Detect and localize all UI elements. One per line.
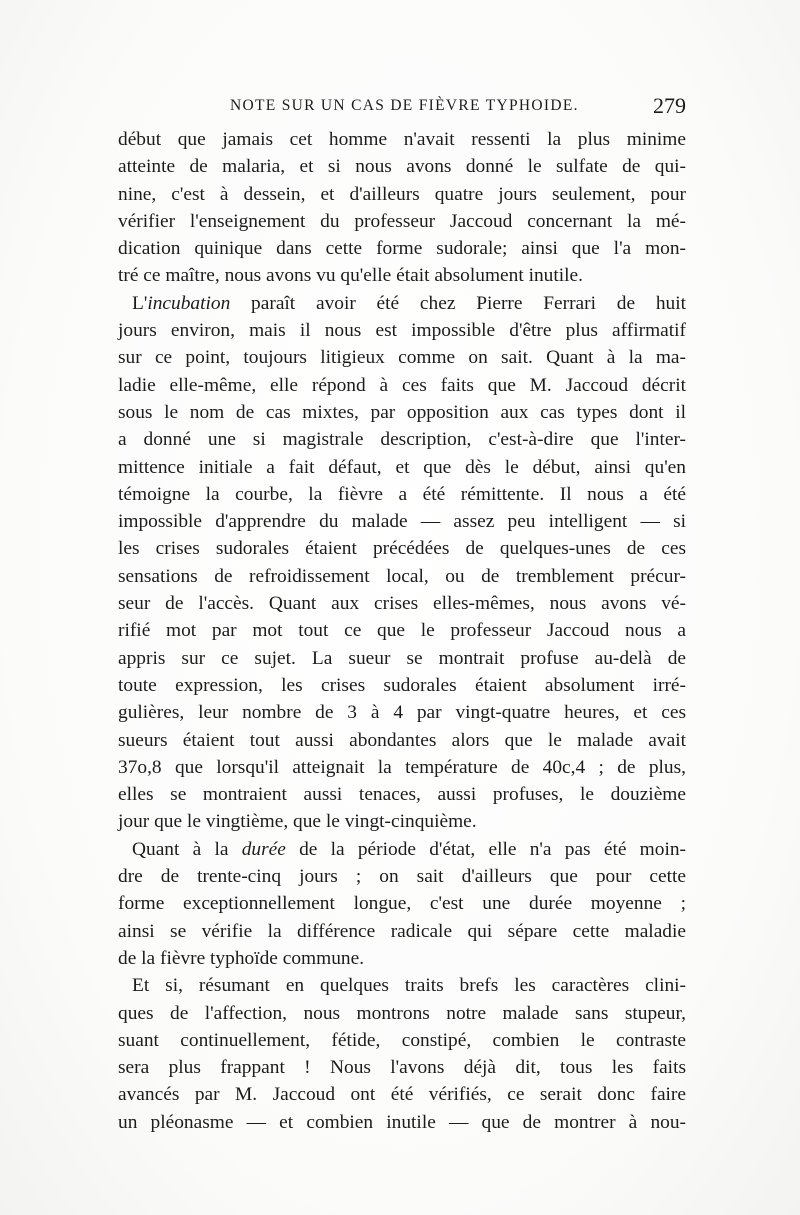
running-head: NOTE SUR UN CAS DE FIÈVRE TYPHOIDE. (230, 97, 579, 114)
page-number: 279 (653, 93, 686, 118)
text-line: appris sur ce sujet. La sueur se montrait profuse au-delà de (118, 647, 686, 669)
text-line: début que jamais cet homme n'avait ressenti la plus minime (118, 129, 686, 150)
text-line: tré ce maître, nous avons vu qu'elle était absolument inutile. (118, 265, 583, 287)
body-text (118, 126, 686, 1136)
text-line: forme exceptionnellement longue, c'est une durée moyenne ; (118, 893, 686, 915)
text-line: 37o,8 que lorsqu'il atteignait la température de 40c,4 ; de plus, (118, 756, 686, 778)
italic-term: durée (241, 838, 286, 860)
text-line: ques de l'affection, nous montrons notre malade sans stupeur, (118, 1002, 686, 1024)
text-line: avancés par M. Jaccoud ont été vérifiés, ce serait donc faire (118, 1084, 686, 1106)
italic-term: incubation (147, 292, 231, 314)
text-line: un pléonasme — et combien inutile — que de montrer à nou- (118, 1111, 686, 1133)
text-line: vérifier l'enseignement du professeur Jaccoud concernant la mé- (118, 210, 686, 232)
text-line: atteinte de malaria, et si nous avons donné le sulfate de qui- (118, 156, 686, 178)
text-line: sensations de refroidissement local, ou de tremblement précur- (118, 565, 686, 587)
text-line: L'incubation paraît avoir été chez Pierre Ferrari de huit (132, 292, 686, 314)
text-line: ladie elle-même, elle répond à ces faits que M. Jaccoud décrit (118, 374, 686, 396)
text-line: jour que le vingtième, que le vingt-cinquième. (118, 811, 477, 833)
text-line: ainsi se vérifie la différence radicale qui sépare cette maladie (118, 920, 686, 942)
text-line: suant continuellement, fétide, constipé, combien le contraste (118, 1029, 686, 1051)
text-line: impossible d'apprendre du malade — assez peu intelligent — si (118, 511, 686, 533)
text-line: Et si, résumant en quelques traits brefs les caractères clini- (132, 975, 686, 997)
text-line: Quant à la durée de la période d'état, elle n'a pas été moin- (132, 838, 686, 860)
text-line: sera plus frappant ! Nous l'avons déjà dit, tous les faits (118, 1057, 686, 1079)
text-line: témoigne la courbe, la fièvre a été rémittente. Il nous a été (118, 483, 686, 505)
text-line: les crises sudorales étaient précédées de quelques-unes de ces (118, 538, 686, 560)
text-line: gulières, leur nombre de 3 à 4 par vingt-quatre heures, et ces (118, 702, 686, 724)
text-line: sous le nom de cas mixtes, par opposition aux cas types dont il (118, 401, 686, 423)
text-line: sur ce point, toujours litigieux comme on sait. Quant à la ma- (118, 347, 686, 369)
text-line: sueurs étaient tout aussi abondantes alors que le malade avait (118, 729, 686, 751)
text-line: a donné une si magistrale description, c'est-à-dire que l'inter- (118, 429, 686, 451)
text-line: mittence initiale a fait défaut, et que dès le début, ainsi qu'en (118, 456, 686, 478)
text-line: elles se montraient aussi tenaces, aussi profuses, le douzième (118, 784, 686, 806)
text-line: rifié mot par mot tout ce que le professeur Jaccoud nous a (118, 620, 686, 642)
text-line: seur de l'accès. Quant aux crises elles-mêmes, nous avons vé- (118, 593, 686, 615)
text-line: toute expression, les crises sudorales étaient absolument irré- (118, 674, 686, 696)
text-line: jours environ, mais il nous est impossible d'être plus affirmatif (118, 320, 686, 342)
text-line: nine, c'est à dessein, et d'ailleurs quatre jours seulement, pour (118, 183, 686, 205)
page-header (118, 93, 686, 123)
text-line: dication quinique dans cette forme sudorale; ainsi que l'a mon- (118, 238, 686, 260)
text-line: dre de trente-cinq jours ; on sait d'ailleurs que pour cette (118, 866, 686, 888)
text-line: de la fièvre typhoïde commune. (118, 947, 365, 969)
